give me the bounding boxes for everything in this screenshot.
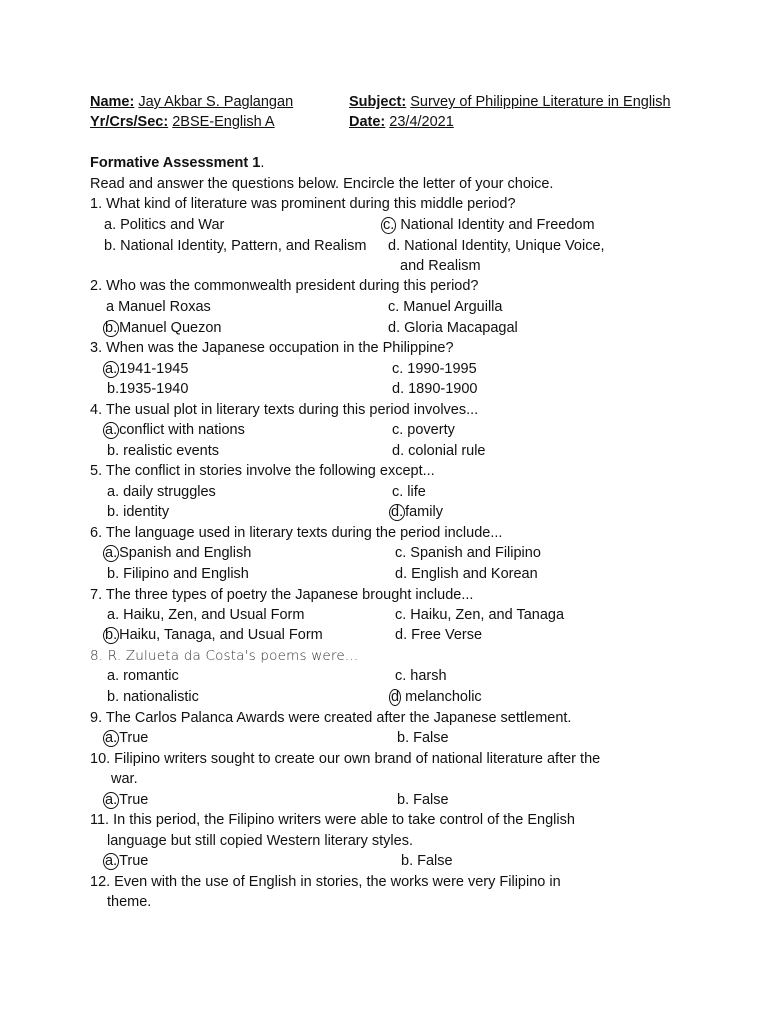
q4-option-b[interactable]: b. realistic events: [107, 443, 220, 459]
q7-option-b[interactable]: [103, 627, 323, 644]
q4-option-c[interactable]: c. poverty: [392, 422, 455, 438]
subject-label: Subject:: [349, 94, 407, 110]
question-3: 3. When was the Japanese occupation in the Philippine?: [90, 340, 454, 356]
answer-circle: d.: [391, 504, 404, 520]
question-8: 8. R. Zulueta da Costa's poems were...: [90, 648, 359, 664]
q2-option-a[interactable]: a Manuel Roxas: [106, 299, 211, 315]
title-text: Formative Assessment 1: [90, 155, 261, 171]
q7-option-c[interactable]: c. Haiku, Zen, and Tanaga: [395, 607, 565, 623]
q4-option-a[interactable]: [103, 422, 245, 439]
answer-circle: a.: [105, 422, 118, 438]
q8-option-b[interactable]: b. nationalistic: [107, 689, 199, 705]
q9-option-a[interactable]: [103, 730, 148, 747]
q9-option-b[interactable]: b. False: [397, 730, 449, 746]
name-value: Jay Akbar S. Paglangan: [138, 94, 294, 110]
q10-option-b[interactable]: b. False: [397, 792, 449, 808]
q7-option-d[interactable]: d. Free Verse: [395, 627, 483, 643]
q3-option-d[interactable]: d. 1890-1900: [392, 381, 478, 397]
title-suffix: .: [260, 155, 265, 171]
answer-circle: a.: [105, 545, 118, 561]
yrcrs-line: [90, 114, 275, 130]
answer-circle: b.: [105, 627, 118, 643]
q3-option-a-text: 1941-1945: [119, 361, 189, 377]
q11-option-b[interactable]: b. False: [401, 853, 453, 869]
q8-option-a[interactable]: a. romantic: [107, 668, 179, 684]
name-label: Name:: [90, 94, 135, 110]
q1-option-a[interactable]: a. Politics and War: [104, 217, 225, 233]
yrcrs-value: 2BSE-English A: [172, 114, 275, 130]
q2-option-b-text: Manuel Quezon: [119, 320, 222, 336]
q6-option-d[interactable]: d. English and Korean: [395, 566, 538, 582]
q6-option-a[interactable]: [103, 545, 251, 562]
question-5: 5. The conflict in stories involve the following except...: [90, 463, 435, 479]
question-6: 6. The language used in literary texts during the period include...: [90, 525, 503, 541]
q5-option-c[interactable]: c. life: [392, 484, 426, 500]
question-11-cont: language but still copied Western literary styles.: [107, 833, 413, 849]
q1-option-c-text: National Identity and Freedom: [400, 217, 595, 233]
q3-option-b[interactable]: b.1935-1940: [107, 381, 189, 397]
answer-circle: d: [391, 689, 400, 705]
date-label: Date:: [349, 114, 386, 130]
q5-option-d-text: family: [405, 504, 443, 520]
question-10-cont: war.: [111, 771, 138, 787]
q6-option-b[interactable]: b. Filipino and English: [107, 566, 249, 582]
q6-option-a-text: Spanish and English: [119, 545, 252, 561]
q2-option-d[interactable]: d. Gloria Macapagal: [388, 320, 518, 336]
answer-circle: a.: [105, 853, 118, 869]
q5-option-a[interactable]: a. daily struggles: [107, 484, 216, 500]
question-9: 9. The Carlos Palanca Awards were created after the Japanese settlement.: [90, 710, 572, 726]
q1-option-b[interactable]: b. National Identity, Pattern, and Realism: [104, 238, 367, 254]
q3-option-c[interactable]: c. 1990-1995: [392, 361, 477, 377]
q1-option-d-cont: and Realism: [400, 258, 481, 274]
instructions: Read and answer the questions below. Encircle the letter of your choice.: [90, 176, 554, 192]
question-1: 1. What kind of literature was prominent during this middle period?: [90, 196, 516, 212]
answer-circle: a.: [105, 792, 118, 808]
question-11: 11. In this period, the Filipino writers were able to take control of the English: [90, 812, 575, 828]
q8-option-c[interactable]: c. harsh: [395, 668, 447, 684]
answer-circle: a.: [105, 361, 118, 377]
q7-option-a[interactable]: a. Haiku, Zen, and Usual Form: [107, 607, 305, 623]
subject-value: Survey of Philippine Literature in English: [410, 94, 671, 110]
answer-circle: b.: [105, 320, 118, 336]
question-12-cont: theme.: [107, 894, 152, 910]
q4-option-d[interactable]: d. colonial rule: [392, 443, 486, 459]
q6-option-c[interactable]: c. Spanish and Filipino: [395, 545, 541, 561]
q11-option-a[interactable]: [103, 853, 148, 870]
question-10: 10. Filipino writers sought to create our own brand of national literature after the: [90, 751, 601, 767]
q8-option-d-text: melancholic: [405, 689, 482, 705]
q10-option-a-text: True: [119, 792, 149, 808]
q9-option-a-text: True: [119, 730, 149, 746]
q5-option-d[interactable]: [389, 504, 443, 521]
question-12: 12. Even with the use of English in stories, the works were very Filipino in: [90, 874, 561, 890]
date-line: [349, 114, 454, 130]
answer-circle: c.: [383, 217, 395, 233]
name-line: [90, 94, 293, 110]
page-title: [90, 155, 264, 171]
answer-circle: a.: [105, 730, 118, 746]
q3-option-a[interactable]: [103, 361, 188, 378]
q1-option-c[interactable]: [381, 217, 595, 234]
q1-option-d[interactable]: d. National Identity, Unique Voice,: [388, 238, 605, 254]
subject-line: [349, 94, 671, 110]
q11-option-a-text: True: [119, 853, 149, 869]
q4-option-a-text: conflict with nations: [119, 422, 245, 438]
q2-option-c[interactable]: c. Manuel Arguilla: [388, 299, 503, 315]
q10-option-a[interactable]: [103, 792, 148, 809]
q7-option-b-text: Haiku, Tanaga, and Usual Form: [119, 627, 323, 643]
yrcrs-label: Yr/Crs/Sec:: [90, 114, 169, 130]
date-value: 23/4/2021: [389, 114, 454, 130]
q2-option-b[interactable]: [103, 320, 221, 337]
question-2: 2. Who was the commonwealth president during this period?: [90, 278, 479, 294]
question-4: 4. The usual plot in literary texts during this period involves...: [90, 402, 479, 418]
q8-option-d[interactable]: [389, 689, 482, 706]
q5-option-b[interactable]: b. identity: [107, 504, 170, 520]
question-7: 7. The three types of poetry the Japanese brought include...: [90, 587, 474, 603]
